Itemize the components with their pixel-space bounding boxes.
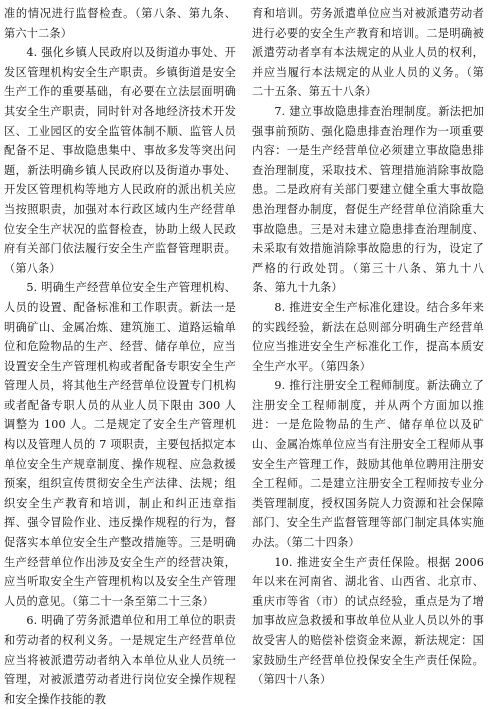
right-column (252, 4, 484, 690)
paragraph-item-7: 7. 建立事故隐患排查治理制度。新法把加强事前预防、强化隐患排查治理作为一项重要内容：一是生产经营单位必须建立事故隐患排查治理制度，采取技术、管理措施消除事故隐患。二是政府有关部门要建立健全重大事故隐患治理督办制度，督促生产经营单位消除重大事故隐患。三是对未建立隐患排查治理制度、未采取有效措施消除事故隐患的行为，设定了严格的行政处罚。（第三十八条、第九十八条、第九十九条） (252, 104, 484, 295)
paragraph-item-8: 8. 推进安全生产标准化建设。结合多年来的实践经验，新法在总则部分明确生产经营单位应当推进安全生产标准化工作，提高本质安全生产水平。（第四条） (252, 300, 484, 373)
paragraph-continuation: 育和培训。劳务派遣单位应当对被派遣劳动者进行必要的安全生产教育和培训。二是明确被派遣劳动者享有本法规定的从业人员的权利，并应当履行本法规定的从业人员的义务。（第二十五条、第五十八条） (252, 7, 484, 99)
paragraph-continuation: 准的情况进行监督检查。（第八条、第九条、第六十二条） (4, 7, 236, 40)
paragraph-item-5: 5. 明确生产经营单位安全生产管理机构、人员的设置、配备标准和工作职责。新法一是明确矿山、金属冶炼、建筑施工、道路运输单位和危险物品的生产、经营、储存单位，应当设置安全生产管理机构或者配备专职安全生产管理人员，将其他生产经营单位设置专门机构或者配备专职人员的从业人员下限由 300 人调整为 100 人。二是规定了安全生产管理机构以及管理人员的 7 项职责，主要包括拟定本单位安全生产规章制度、操作规程、应急救援预案，组织宣传贯彻安全生产法律、法规；组织安全生产教育和培训，制止和纠正违章指挥、强令冒险作业、违反操作规程的行为，督促落实本单位安全生产整改措施等。三是明确生产经营单位作出涉及安全生产的经营决策，应当听取安全生产管理机构以及安全生产管理人员的意见。（第二十一条至第二十三条） (4, 281, 236, 608)
paragraph-item-6: 6. 明确了劳务派遣单位和用工单位的职责和劳动者的权利义务。一是规定生产经营单位应当将被派遣劳动者纳入本单位从业人员统一管理，对被派遣劳动者进行岗位安全操作规程和安全操作技能的教 (4, 614, 236, 706)
paragraph-item-9: 9. 推行注册安全工程师制度。新法确立了注册安全工程师制度，并从两个方面加以推进：一是危险物品的生产、储存单位以及矿山、金属冶炼单位应当有注册安全工程师从事安全生产管理工作，鼓励其他单位聘用注册安全工程师。二是建立注册安全工程师按专业分类管理制度，授权国务院人力资源和社会保障部门、安全生产监督管理等部门制定具体实施办法。（第二十四条） (252, 379, 484, 550)
paragraph-item-4: 4. 强化乡镇人民政府以及街道办事处、开发区管理机构安全生产职责。乡镇街道是安全生产工作的重要基础，有必要在立法层面明确其安全生产职责，同时针对各地经济技术开发区、工业园区的安全监管体制不顺、监管人员配备不足、事故隐患集中、事故多发等突出问题，新法明确乡镇人民政府以及街道办事处、开发区管理机构等地方人民政府的派出机关应当按照职责，加强对本行政区域内生产经营单位安全生产状况的监督检查，协助上级人民政府有关部门依法履行安全生产监督管理职责。（第八条） (4, 46, 236, 275)
paragraph-item-10: 10. 推进安全生产责任保险。根据 2006 年以来在河南省、湖北省、山西省、北京市、重庆市等省（市）的试点经验，重点是为了增加事故应急救援和事故单位从业人员以外的事故受害人的赔偿补偿资金来源，新法规定：国家鼓励生产经营单位投保安全生产责任保险。（第四十八条） (252, 555, 484, 687)
left-column (4, 4, 236, 709)
